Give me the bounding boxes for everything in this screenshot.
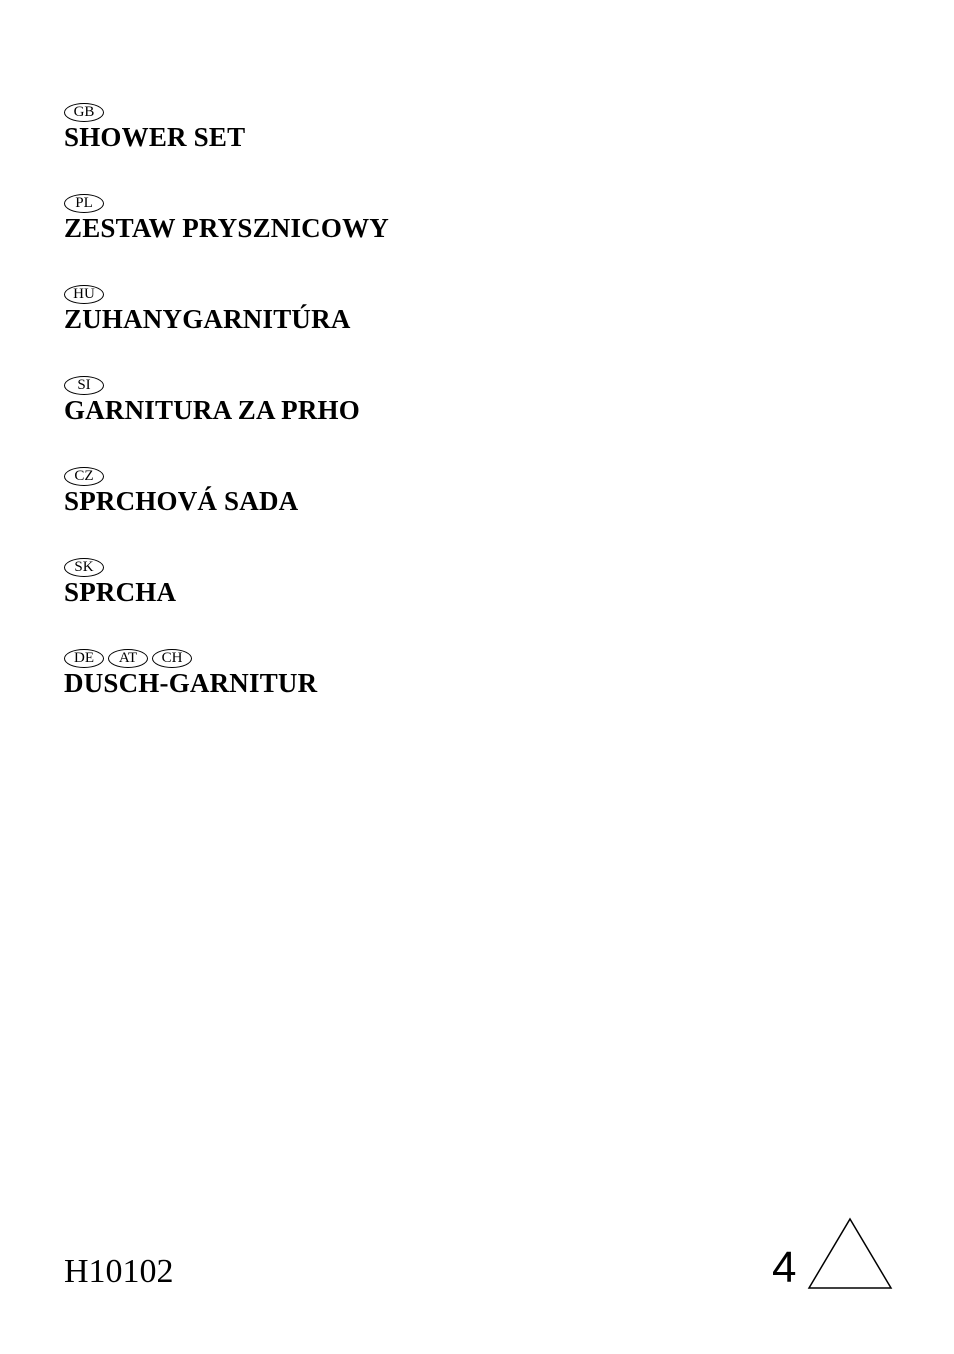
product-title: SPRCHA: [64, 577, 177, 607]
language-code-badge: SI: [64, 376, 104, 395]
product-title: SHOWER SET: [64, 122, 246, 152]
section-gb: [64, 100, 664, 191]
section-de-at-ch: [64, 646, 664, 737]
triangle-icon: [806, 1216, 894, 1292]
section-hu: [64, 282, 664, 373]
language-code-badge: HU: [64, 285, 104, 304]
section-si: [64, 373, 664, 464]
product-title: SPRCHOVÁ SADA: [64, 486, 299, 516]
age-number: 4: [772, 1243, 797, 1292]
language-code-badge: GB: [64, 103, 104, 122]
language-code-badge: DE: [64, 649, 104, 668]
section-sk: [64, 555, 664, 646]
product-title: ZUHANYGARNITÚRA: [64, 304, 351, 334]
section-pl: [64, 191, 664, 282]
language-code-badge: CH: [152, 649, 192, 668]
model-number: H10102: [64, 1253, 174, 1290]
product-title: GARNITURA ZA PRHO: [64, 395, 360, 425]
language-code-badge: CZ: [64, 467, 104, 486]
product-title: DUSCH-GARNITUR: [64, 668, 318, 698]
section-cz: [64, 464, 664, 555]
language-code-badge: SK: [64, 558, 104, 577]
language-code-badge: AT: [108, 649, 148, 668]
product-title: ZESTAW PRYSZNICOWY: [64, 213, 389, 243]
age-warning: [770, 1216, 894, 1296]
language-sections: [64, 100, 664, 737]
language-code-badge: PL: [64, 194, 104, 213]
